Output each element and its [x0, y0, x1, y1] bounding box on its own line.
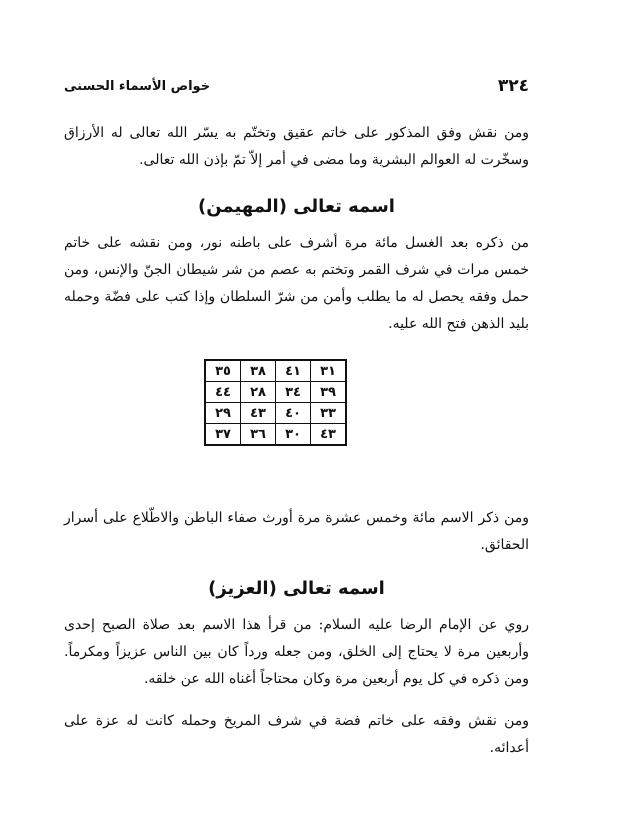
- paragraph-ring: ومن نقش وفقه على خاتم فضة في شرف المريخ وحمله كانت له عزة على أعدائه.: [64, 713, 529, 756]
- magic-square-cell: ٣٠: [276, 424, 311, 446]
- magic-square-cell: ٣٦: [241, 424, 276, 446]
- magic-square-cell: ٤٣: [241, 403, 276, 424]
- page-header: [64, 74, 529, 98]
- magic-square-cell: ٢٨: [241, 382, 276, 403]
- magic-square-row: [205, 382, 346, 403]
- running-title: خواص الأسماء الحسنى: [64, 78, 211, 94]
- magic-square-cell: ٣٨: [241, 360, 276, 382]
- magic-square-row: [205, 403, 346, 424]
- paragraph-dhikr: ومن ذكر الاسم مائة وخمس عشرة مرة أورث صفاء الباطن والاطّلاع على أسرار الحقائق.: [64, 510, 529, 553]
- magic-square-cell: ٤٤: [205, 382, 241, 403]
- magic-square-cell: ٣٩: [311, 382, 347, 403]
- magic-square-cell: ٣٥: [205, 360, 241, 382]
- magic-square-cell: ٤٣: [311, 424, 347, 446]
- page-number: ٣٢٤: [497, 76, 529, 96]
- magic-square-cell: ٣٧: [205, 424, 241, 446]
- magic-square-row: [205, 424, 346, 446]
- magic-square-cell: ٤١: [276, 360, 311, 382]
- magic-square-table: [204, 359, 347, 446]
- paragraph-aziz: روي عن الإمام الرضا عليه السلام: من قرأ هذا الاسم بعد صلاة الصبح إحدى وأربعين مرة لا يحتاج إلى الخلق، ومن جعله ورداً كان بين الناس عزيزاً ومكرماً. ومن ذكره في كل يوم أربعين مرة وكان محتاجاً أغناه الله عن خلقه.: [64, 617, 529, 687]
- magic-square-cell: ٤٠: [276, 403, 311, 424]
- paragraph-intro: ومن نقش وفق المذكور على خاتم عقيق وتختّم به يسّر الله تعالى له الأرزاق وسخّرت له العوالم البشرية وما مضى في أمر إلاّ تمّ بإذن الله تعالى.: [64, 125, 529, 168]
- magic-square-cell: ٣٣: [311, 403, 347, 424]
- magic-square-row: [205, 360, 346, 382]
- magic-square-cell: ٢٩: [205, 403, 241, 424]
- magic-square-cell: ٣١: [311, 360, 347, 382]
- magic-square-cell: ٣٤: [276, 382, 311, 403]
- section-heading-aziz: اسمه تعالى (العزيز): [208, 578, 385, 599]
- paragraph-muhaymin: من ذكره بعد الغسل مائة مرة أشرف على باطنه نور، ومن نقشه على خاتم خمس مرات في شرف القمر وتختم به عصم من شر شيطان الجنّ والإنس، ومن حمل وفقه يحصل له ما يطلب وأمن من شرّ السلطان وإذا كتب على فضّة وحمله بليد الذهن فتح الله عليه.: [64, 235, 529, 332]
- section-heading-muhaymin: اسمه تعالى (المهيمن): [198, 196, 395, 217]
